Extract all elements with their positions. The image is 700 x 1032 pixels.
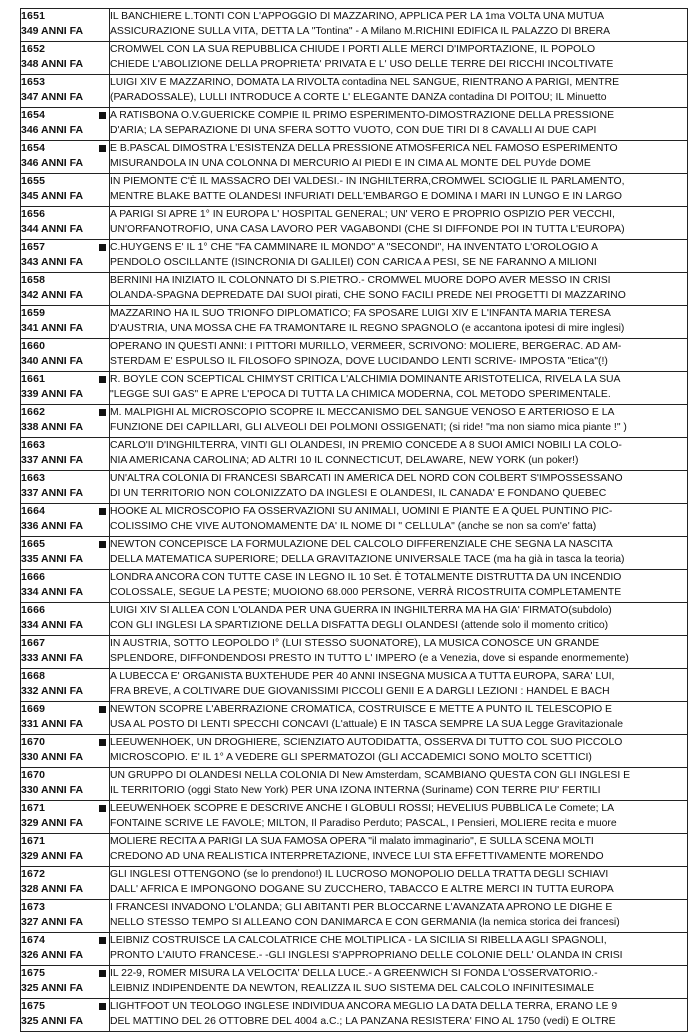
- year-label: 1671: [21, 802, 46, 814]
- year-cell: [21, 603, 110, 636]
- timeline-row: [21, 834, 688, 867]
- bullet-square-icon: [99, 376, 106, 383]
- event-line-1: LIGHTFOOT UN TEOLOGO INGLESE INDIVIDUA ANCORA MEGLIO LA DATA DELLA TERRA, ERANO LE 9: [110, 1001, 618, 1012]
- timeline-row: [21, 669, 688, 702]
- event-line-2: SPLENDORE, DIFFONDENDOSI PRESTO IN TUTTO L' IMPERO (e a Venezia, dove si espande enormemente): [110, 653, 629, 665]
- years-ago-label: 344 ANNI FA: [21, 223, 84, 236]
- timeline-row: [21, 735, 688, 768]
- event-cell: [110, 735, 688, 768]
- years-ago-label: 346 ANNI FA: [21, 157, 84, 170]
- years-ago-label: 329 ANNI FA: [21, 817, 84, 830]
- year-cell: [21, 669, 110, 702]
- year-label: 1665: [21, 538, 46, 550]
- event-line-2: FUNZIONE DEI CAPILLARI, GLI ALVEOLI DEI POLMONI OSSIGENATI; (si ride! "ma non siamo mica piante !" ): [110, 422, 627, 434]
- timeline-row: [21, 141, 688, 174]
- timeline-row: [21, 504, 688, 537]
- year-label: 1666: [21, 571, 46, 583]
- event-line-2: NIA AMERICANA CAROLINA; AD ALTRI 10 IL CONNECTICUT, DELAWARE, NEW YORK (un poker!): [110, 455, 579, 467]
- timeline-row: [21, 801, 688, 834]
- year-cell: [21, 504, 110, 537]
- year-label: 1662: [21, 406, 46, 418]
- event-line-2: CREDONO AD UNA REALISTICA INTERPRETAZIONE, INVECE LUI STA EFFETTIVAMENTE MORENDO: [110, 851, 604, 863]
- event-line-2: STERDAM E' ESPULSO IL FILOSOFO SPINOZA, DOVE LUCIDANDO LENTI SCRIVE- IMPOSTA "Etica"(!): [110, 356, 608, 368]
- bullet-square-icon: [99, 145, 106, 152]
- event-cell: [110, 471, 688, 504]
- event-line-2: D'ARIA; LA SEPARAZIONE DI UNA SFERA SOTTO VUOTO, CON DUE TIRI DI 8 CAVALLI AI DUE CAPI: [110, 125, 597, 137]
- year-cell: [21, 405, 110, 438]
- event-cell: [110, 834, 688, 867]
- event-line-1: OPERANO IN QUESTI ANNI: I PITTORI MURILLO, VERMEER, SCRIVONO: MOLIERE, BERGERAC. AD AM-: [110, 341, 622, 352]
- bullet-square-icon: [99, 409, 106, 416]
- event-cell: [110, 174, 688, 207]
- timeline-row: [21, 174, 688, 207]
- year-label: 1675: [21, 967, 46, 979]
- bullet-square-icon: [99, 937, 106, 944]
- event-line-1: HOOKE AL MICROSCOPIO FA OSSERVAZIONI SU ANIMALI, UOMINI E PIANTE E A QUEL PUNTINO PIC-: [110, 506, 613, 517]
- event-cell: [110, 405, 688, 438]
- year-cell: [21, 900, 110, 933]
- year-label: 1667: [21, 637, 46, 649]
- event-line-1: MOLIERE RECITA A PARIGI LA SUA FAMOSA OPERA "il malato immaginario", E SULLA SCENA MOLTI: [110, 836, 594, 847]
- timeline-row: [21, 702, 688, 735]
- timeline-row: [21, 405, 688, 438]
- event-line-2: CHIEDE L'ABOLIZIONE DELLA PROPRIETA' PRIVATA E L' USO DELLE TERRE DEI RICCHI INCOLTIVATE: [110, 59, 614, 71]
- event-line-2: NELLO STESSO TEMPO SI ALLEANO CON DANIMARCA E CON GERMANIA (la nemica storica dei francesi): [110, 917, 620, 929]
- year-label: 1669: [21, 703, 46, 715]
- year-cell: [21, 75, 110, 108]
- year-label: 1660: [21, 340, 46, 352]
- year-cell: [21, 966, 110, 999]
- years-ago-label: 342 ANNI FA: [21, 289, 84, 302]
- event-line-2: DALL' AFRICA E IMPONGONO DOGANE SU ZUCCHERO, TABACCO E ALTRE MERCI IN TUTTA EUROPA: [110, 884, 614, 896]
- event-line-2: MENTRE BLAKE BATTE OLANDESI INFURIATI DELL'EMBARGO E DOMINA I MARI IN LUNGO E IN LARGO: [110, 191, 622, 203]
- year-cell: [21, 834, 110, 867]
- event-line-2: FONTAINE SCRIVE LE FAVOLE; MILTON, Il Paradiso Perduto; PASCAL, I Pensieri, MOLIERE recita e muore: [110, 818, 617, 830]
- year-label: 1659: [21, 307, 46, 319]
- event-cell: [110, 273, 688, 306]
- year-label: 1657: [21, 241, 46, 253]
- event-line-2: MISURANDOLA IN UNA COLONNA DI MERCURIO AI PIEDI E IN CIMA AL MONTE DEL PUYde DOME: [110, 158, 591, 170]
- event-line-2: D'AUSTRIA, UNA MOSSA CHE FA TRAMONTARE IL REGNO SPAGNOLO (e accantona ipotesi di mire inglesi): [110, 323, 625, 335]
- timeline-row: [21, 207, 688, 240]
- years-ago-label: 336 ANNI FA: [21, 520, 84, 533]
- bullet-square-icon: [99, 706, 106, 713]
- timeline-row: [21, 108, 688, 141]
- year-label: 1663: [21, 472, 46, 484]
- year-label: 1671: [21, 835, 46, 847]
- event-cell: [110, 900, 688, 933]
- year-label: 1651: [21, 10, 46, 22]
- event-cell: [110, 372, 688, 405]
- event-line-1: NEWTON SCOPRE L'ABERRAZIONE CROMATICA, COSTRUISCE E METTE A PUNTO IL TELESCOPIO E: [110, 704, 612, 715]
- years-ago-label: 333 ANNI FA: [21, 652, 84, 665]
- year-cell: [21, 768, 110, 801]
- years-ago-label: 332 ANNI FA: [21, 685, 84, 698]
- years-ago-label: 343 ANNI FA: [21, 256, 84, 269]
- event-line-1: IL 22-9, ROMER MISURA LA VELOCITA' DELLA LUCE.- A GREENWICH SI FONDA L'OSSERVATORIO.-: [110, 968, 598, 979]
- event-cell: [110, 42, 688, 75]
- event-line-2: MICROSCOPIO. E' IL 1° A VEDERE GLI SPERMATOZOI (GLI ACCADEMICI SONO MOLTO SCETTICI): [110, 752, 592, 764]
- event-cell: [110, 438, 688, 471]
- years-ago-label: 348 ANNI FA: [21, 58, 84, 71]
- event-line-1: LUIGI XIV E MAZZARINO, DOMATA LA RIVOLTA contadina NEL SANGUE, RIENTRANO A PARIGI, MENTRE: [110, 77, 620, 88]
- year-cell: [21, 42, 110, 75]
- year-label: 1666: [21, 604, 46, 616]
- year-cell: [21, 207, 110, 240]
- years-ago-label: 330 ANNI FA: [21, 751, 84, 764]
- year-label: 1661: [21, 373, 46, 385]
- timeline-row: [21, 570, 688, 603]
- event-line-1: LEEUWENHOEK SCOPRE E DESCRIVE ANCHE I GLOBULI ROSSI; HEVELIUS PUBBLICA Le Comete; LA: [110, 803, 615, 814]
- event-cell: [110, 339, 688, 372]
- timeline-row: [21, 438, 688, 471]
- bullet-square-icon: [99, 244, 106, 251]
- bullet-square-icon: [99, 1003, 106, 1010]
- years-ago-label: 337 ANNI FA: [21, 454, 84, 467]
- year-cell: [21, 174, 110, 207]
- event-cell: [110, 999, 688, 1032]
- event-cell: [110, 75, 688, 108]
- event-line-1: E B.PASCAL DIMOSTRA L'ESISTENZA DELLA PRESSIONE ATMOSFERICA NEL FAMOSO ESPERIMENTO: [110, 143, 618, 154]
- event-line-1: GLI INGLESI OTTENGONO (se lo prendono!) IL LUCROSO MONOPOLIO DELLA TRATTA DEGLI SCHIAVI: [110, 869, 609, 880]
- event-cell: [110, 570, 688, 603]
- year-cell: [21, 801, 110, 834]
- event-cell: [110, 801, 688, 834]
- event-line-2: DELLA MATEMATICA SUPERIORE; DELLA GRAVITAZIONE UNIVERSALE TACE (ma ha già in tasca la teoria): [110, 554, 625, 566]
- year-cell: [21, 570, 110, 603]
- event-cell: [110, 966, 688, 999]
- timeline-sheet: [20, 8, 688, 1032]
- timeline-row: [21, 240, 688, 273]
- event-cell: [110, 933, 688, 966]
- year-cell: [21, 9, 110, 42]
- years-ago-label: 337 ANNI FA: [21, 487, 84, 500]
- event-line-2: COLISSIMO CHE VIVE AUTONOMAMENTE DA' IL NOME DI " CELLULA" (anche se non sa com'e' fatta): [110, 521, 597, 533]
- event-line-1: LONDRA ANCORA CON TUTTE CASE IN LEGNO IL 10 Set. È TOTALMENTE DISTRUTTA DA UN INCENDIO: [110, 572, 622, 583]
- event-line-1: UN'ALTRA COLONIA DI FRANCESI SBARCATI IN AMERICA DEL NORD CON COLBERT S'IMPOSSESSANO: [110, 473, 623, 484]
- event-line-1: BERNINI HA INIZIATO IL COLONNATO DI S.PIETRO.- CROMWEL MUORE DOPO AVER MESSO IN CRISI: [110, 275, 611, 286]
- event-line-2: FRA BREVE, A COLTIVARE DUE GIOVANISSIMI PICCOLI GENII E A DARGLI LEZIONI : HANDEL E BACH: [110, 686, 610, 698]
- year-cell: [21, 372, 110, 405]
- timeline-row: [21, 933, 688, 966]
- event-line-2: IL TERRITORIO (oggi Stato New York) PER UNA IZONA INTERNA (Suriname) CON TERRE PIU' FERTILI: [110, 785, 601, 797]
- years-ago-label: 341 ANNI FA: [21, 322, 84, 335]
- years-ago-label: 339 ANNI FA: [21, 388, 84, 401]
- year-cell: [21, 273, 110, 306]
- year-cell: [21, 141, 110, 174]
- event-cell: [110, 9, 688, 42]
- event-line-1: NEWTON CONCEPISCE LA FORMULAZIONE DEL CALCOLO DIFFERENZIALE CHE SEGNA LA NASCITA: [110, 539, 613, 550]
- years-ago-label: 325 ANNI FA: [21, 1015, 84, 1028]
- timeline-table: [20, 8, 688, 1032]
- event-line-1: LEIBNIZ COSTRUISCE LA CALCOLATRICE CHE MOLTIPLICA - LA SICILIA SI RIBELLA AGLI SPAGNOLI,: [110, 935, 607, 946]
- year-label: 1656: [21, 208, 46, 220]
- year-label: 1654: [21, 109, 46, 121]
- event-line-1: A LUBECCA E' ORGANISTA BUXTEHUDE PER 40 ANNI INSEGNA MUSICA A TUTTA EUROPA, SARA' LUI,: [110, 671, 615, 682]
- year-cell: [21, 735, 110, 768]
- bullet-square-icon: [99, 541, 106, 548]
- year-label: 1670: [21, 769, 46, 781]
- event-cell: [110, 108, 688, 141]
- years-ago-label: 326 ANNI FA: [21, 949, 84, 962]
- year-label: 1664: [21, 505, 46, 517]
- year-label: 1668: [21, 670, 46, 682]
- timeline-row: [21, 537, 688, 570]
- event-cell: [110, 603, 688, 636]
- bullet-square-icon: [99, 805, 106, 812]
- timeline-row: [21, 636, 688, 669]
- event-line-2: COLOSSALE, SEGUE LA PESTE; MUOIONO 68.000 PERSONE, VERRÀ RICOSTRUITA COMPLETAMENTE: [110, 587, 622, 599]
- event-cell: [110, 867, 688, 900]
- years-ago-label: 330 ANNI FA: [21, 784, 84, 797]
- year-cell: [21, 537, 110, 570]
- event-cell: [110, 504, 688, 537]
- timeline-row: [21, 603, 688, 636]
- years-ago-label: 346 ANNI FA: [21, 124, 84, 137]
- timeline-row: [21, 900, 688, 933]
- timeline-row: [21, 9, 688, 42]
- year-label: 1670: [21, 736, 46, 748]
- year-cell: [21, 240, 110, 273]
- event-cell: [110, 636, 688, 669]
- timeline-row: [21, 471, 688, 504]
- year-label: 1652: [21, 43, 46, 55]
- year-label: 1654: [21, 142, 46, 154]
- years-ago-label: 331 ANNI FA: [21, 718, 84, 731]
- years-ago-label: 335 ANNI FA: [21, 553, 84, 566]
- event-line-2: (PARADOSSALE), LULLI INTRODUCE A CORTE L' ELEGANTE DANZA contadina DI POITOU; IL Minuetto: [110, 92, 607, 104]
- event-line-2: LEIBNIZ INDIPENDENTE DA NEWTON, REALIZZA IL SUO SISTEMA DEL CALCOLO INFINITESIMALE: [110, 983, 595, 995]
- years-ago-label: 329 ANNI FA: [21, 850, 84, 863]
- year-cell: [21, 438, 110, 471]
- event-cell: [110, 768, 688, 801]
- event-line-1: M. MALPIGHI AL MICROSCOPIO SCOPRE IL MECCANISMO DEL SANGUE VENOSO E ARTERIOSO E LA: [110, 407, 615, 418]
- event-line-1: UN GRUPPO DI OLANDESI NELLA COLONIA DI New Amsterdam, SCAMBIANO QUESTA CON GLI INGLESI E: [110, 770, 631, 781]
- bullet-square-icon: [99, 970, 106, 977]
- event-line-1: CROMWEL CON LA SUA REPUBBLICA CHIUDE I PORTI ALLE MERCI D'IMPORTAZIONE, IL POPOLO: [110, 44, 596, 55]
- event-cell: [110, 207, 688, 240]
- event-line-1: CARLO'II D'INGHILTERRA, VINTI GLI OLANDESI, IN PREMIO CONCEDE A 8 SUOI AMICI NOBILI LA COLO-: [110, 440, 622, 451]
- year-label: 1674: [21, 934, 46, 946]
- event-line-2: PRONTO L'AIUTO FRANCESE.- -GLI INGLESI S'APPROPRIANO DELLE COLONIE DELL' OLANDA IN CRISI: [110, 950, 623, 962]
- event-line-2: DEL MATTINO DEL 26 OTTOBRE DEL 4004 a.C.; LA PANZANA RESISTERA' FINO AL 1750 (vedi) E OLTRE: [110, 1016, 616, 1028]
- timeline-row: [21, 372, 688, 405]
- event-line-2: OLANDA-SPAGNA DEPREDATE DAI SUOI pirati, CHE SONO FACILI PREDE NEI PROGETTI DI MAZZARINO: [110, 290, 626, 302]
- years-ago-label: 334 ANNI FA: [21, 586, 84, 599]
- event-line-1: IL BANCHIERE L.TONTI CON L'APPOGGIO DI MAZZARINO, APPLICA PER LA 1ma VOLTA UNA MUTUA: [110, 11, 605, 22]
- years-ago-label: 328 ANNI FA: [21, 883, 84, 896]
- event-line-1: LUIGI XIV SI ALLEA CON L'OLANDA PER UNA GUERRA IN INGHILTERRA MA HA GIA' FIRMATO(subdolo): [110, 605, 612, 616]
- years-ago-label: 345 ANNI FA: [21, 190, 84, 203]
- years-ago-label: 340 ANNI FA: [21, 355, 84, 368]
- timeline-row: [21, 42, 688, 75]
- year-cell: [21, 636, 110, 669]
- event-cell: [110, 306, 688, 339]
- years-ago-label: 347 ANNI FA: [21, 91, 84, 104]
- timeline-row: [21, 999, 688, 1032]
- timeline-row: [21, 768, 688, 801]
- bullet-square-icon: [99, 112, 106, 119]
- year-cell: [21, 306, 110, 339]
- event-cell: [110, 240, 688, 273]
- year-label: 1655: [21, 175, 46, 187]
- event-line-1: I FRANCESI INVADONO L'OLANDA; GLI ABITANTI PER BLOCCARNE L'AVANZATA APRONO LE DIGHE E: [110, 902, 613, 913]
- event-line-1: A RATISBONA O.V.GUERICKE COMPIE IL PRIMO ESPERIMENTO-DIMOSTRAZIONE DELLA PRESSIONE: [110, 110, 615, 121]
- event-cell: [110, 537, 688, 570]
- timeline-row: [21, 867, 688, 900]
- event-line-2: CON GLI INGLESI LA SPARTIZIONE DELLA DISFATTA DEGLI OLANDESI (attende solo il momento critico): [110, 620, 609, 632]
- event-line-1: A PARIGI SI APRE 1° IN EUROPA L' HOSPITAL GENERAL; UN' VERO E PROPRIO OSPIZIO PER VECCHI,: [110, 209, 615, 220]
- years-ago-label: 334 ANNI FA: [21, 619, 84, 632]
- event-line-1: MAZZARINO HA IL SUO TRIONFO DIPLOMATICO; FA SPOSARE LUIGI XIV E L'INFANTA MARIA TERESA: [110, 308, 611, 319]
- timeline-row: [21, 966, 688, 999]
- year-label: 1673: [21, 901, 46, 913]
- year-cell: [21, 867, 110, 900]
- year-cell: [21, 471, 110, 504]
- year-cell: [21, 702, 110, 735]
- year-label: 1663: [21, 439, 46, 451]
- timeline-row: [21, 339, 688, 372]
- event-line-2: ASSICURAZIONE SULLA VITA, DETTA LA "Tontina" - A Milano M.RICHINI EDIFICA IL PALAZZO DI BRERA: [110, 26, 611, 38]
- years-ago-label: 349 ANNI FA: [21, 25, 84, 38]
- years-ago-label: 327 ANNI FA: [21, 916, 84, 929]
- event-line-2: USA AL POSTO DI LENTI SPECCHI CONCAVI (L'attuale) E IN TASCA SEMPRE LA SUA Legge Gravitazionale: [110, 719, 624, 731]
- event-line-2: UN'ORFANOTROFIO, UNA CASA LAVORO PER VAGABONDI (CHE SI DIFFONDE POI IN TUTTA L'EUROPA): [110, 224, 625, 236]
- timeline-row: [21, 273, 688, 306]
- years-ago-label: 325 ANNI FA: [21, 982, 84, 995]
- event-line-2: PENDOLO OSCILLANTE (ISINCRONIA DI GALILEI) CON CARICA A PESI, SE NE FARANNO A MILIONI: [110, 257, 597, 269]
- year-label: 1658: [21, 274, 46, 286]
- event-line-1: LEEUWENHOEK, UN DROGHIERE, SCIENZIATO AUTODIDATTA, OSSERVA DI TUTTO COL SUO PICCOLO: [110, 737, 623, 748]
- year-label: 1675: [21, 1000, 46, 1012]
- event-line-1: IN PIEMONTE C'È IL MASSACRO DEI VALDESI.- IN INGHILTERRA,CROMWEL SCIOGLIE IL PARLAMENTO,: [110, 176, 625, 187]
- event-cell: [110, 141, 688, 174]
- event-line-1: IN AUSTRIA, SOTTO LEOPOLDO I° (LUI STESSO SUONATORE), LA MUSICA CONOSCE UN GRANDE: [110, 638, 600, 649]
- timeline-row: [21, 306, 688, 339]
- event-line-1: C.HUYGENS E' IL 1° CHE "FA CAMMINARE IL MONDO" A "SECONDI", HA INVENTATO L'OROLOGIO A: [110, 242, 599, 253]
- year-cell: [21, 339, 110, 372]
- year-label: 1653: [21, 76, 46, 88]
- years-ago-label: 338 ANNI FA: [21, 421, 84, 434]
- event-line-1: R. BOYLE CON SCEPTICAL CHIMYST CRITICA L'ALCHIMIA DOMINANTE ARISTOTELICA, RIVELA LA SUA: [110, 374, 621, 385]
- event-cell: [110, 702, 688, 735]
- event-cell: [110, 669, 688, 702]
- year-cell: [21, 933, 110, 966]
- event-line-2: DI UN TERRITORIO NON COLONIZZATO DA INGLESI E OLANDESI, IL CANADA' E FONDANO QUEBEC: [110, 488, 607, 500]
- timeline-row: [21, 75, 688, 108]
- year-cell: [21, 999, 110, 1032]
- bullet-square-icon: [99, 739, 106, 746]
- event-line-2: "LEGGE SUI GAS" E APRE L'EPOCA DI TUTTA LA CHIMICA MODERNA, COL METODO SPERIMENTALE.: [110, 389, 611, 401]
- year-cell: [21, 108, 110, 141]
- bullet-square-icon: [99, 508, 106, 515]
- year-label: 1672: [21, 868, 46, 880]
